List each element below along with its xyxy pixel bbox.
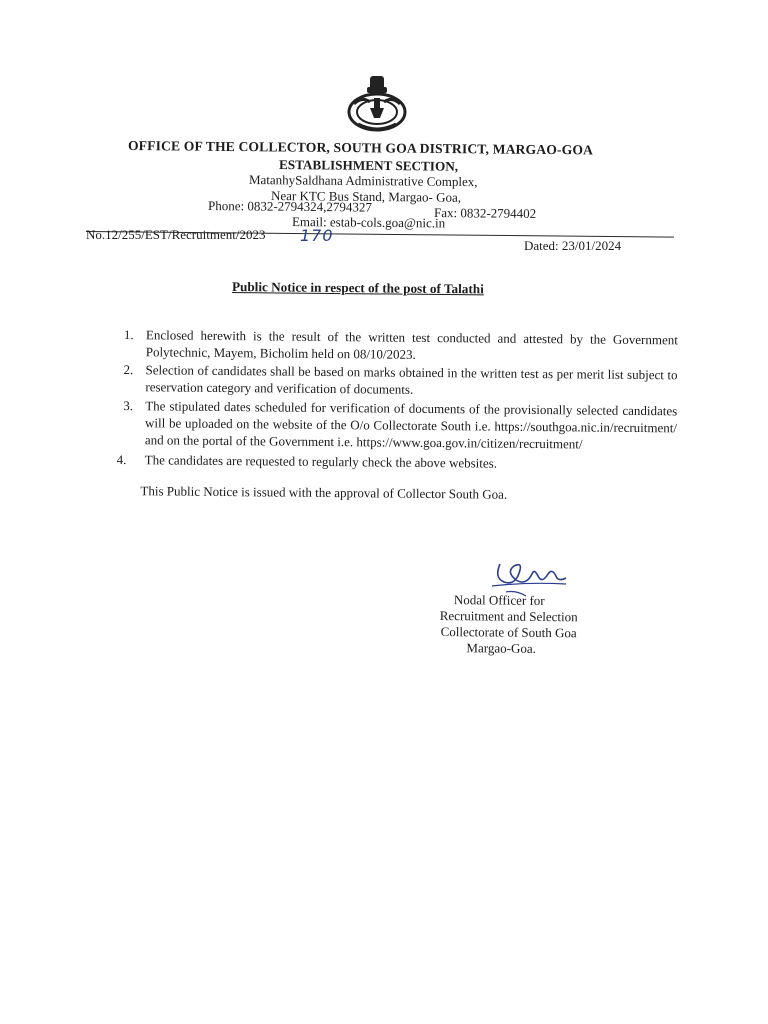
- fax-number: Fax: 0832-2794402: [433, 205, 537, 221]
- list-item: [118, 327, 678, 366]
- item-text: The stipulated dates scheduled for verification of documents of the provisionally selected candidates will be uploaded on the website of the O/o Collectorate South i.e. https://southgoa.nic.in/recruitment/ and on the portal of the Government i.e. https://www.goa.gov.in/citizen/recruitment/: [144, 398, 678, 452]
- item-number: 4.: [116, 452, 127, 468]
- document-date: Dated: 23/01/2024: [524, 238, 622, 253]
- item-text: Selection of candidates shall be based on marks obtained in the written test as per merit list subject to reservation category and verification of documents.: [145, 362, 678, 397]
- address-line-1: MatanhySaldhana Administrative Complex,: [248, 172, 478, 190]
- list-item: [117, 362, 677, 401]
- reference-number: No.12/255/EST/Recruitment/2023: [86, 227, 266, 242]
- item-number: 1.: [123, 327, 134, 343]
- list-item: [117, 398, 677, 453]
- phone-number: Phone: 0832-2794324,2794327: [207, 198, 373, 215]
- item-text: Enclosed herewith is the result of the written test conducted and attested by the Government Polytechnic, Mayem, Bicholim held on 08/10/2023.: [145, 327, 678, 362]
- list-item: [117, 452, 677, 474]
- section-title: ESTABLISHMENT SECTION,: [278, 157, 459, 174]
- item-text: The candidates are requested to regularly check the above websites.: [144, 452, 498, 471]
- item-number: 2.: [123, 362, 134, 378]
- signatory-office: Collectorate of South Goa: [440, 624, 577, 641]
- address-line-2: Near KTC Bus Stand, Margao- Goa,: [270, 188, 462, 205]
- item-number: 3.: [123, 398, 134, 414]
- approval-statement: This Public Notice is issued with the approval of Collector South Goa.: [140, 482, 508, 502]
- notice-body: [116, 327, 678, 504]
- signatory-title: Nodal Officer for: [453, 592, 545, 609]
- office-title: OFFICE OF THE COLLECTOR, SOUTH GOA DISTRICT, MARGAO-GOA: [127, 138, 594, 158]
- notice-title: Public Notice in respect of the post of Talathi: [231, 279, 484, 297]
- goa-emblem-icon: [340, 74, 414, 136]
- signatory-block: [439, 592, 578, 657]
- email-address: Email: estab-cols.goa@nic.in: [291, 214, 446, 231]
- signatory-location: Margao-Goa.: [466, 640, 536, 656]
- handwritten-reference: 170: [300, 226, 334, 245]
- signatory-department: Recruitment and Selection: [439, 607, 578, 625]
